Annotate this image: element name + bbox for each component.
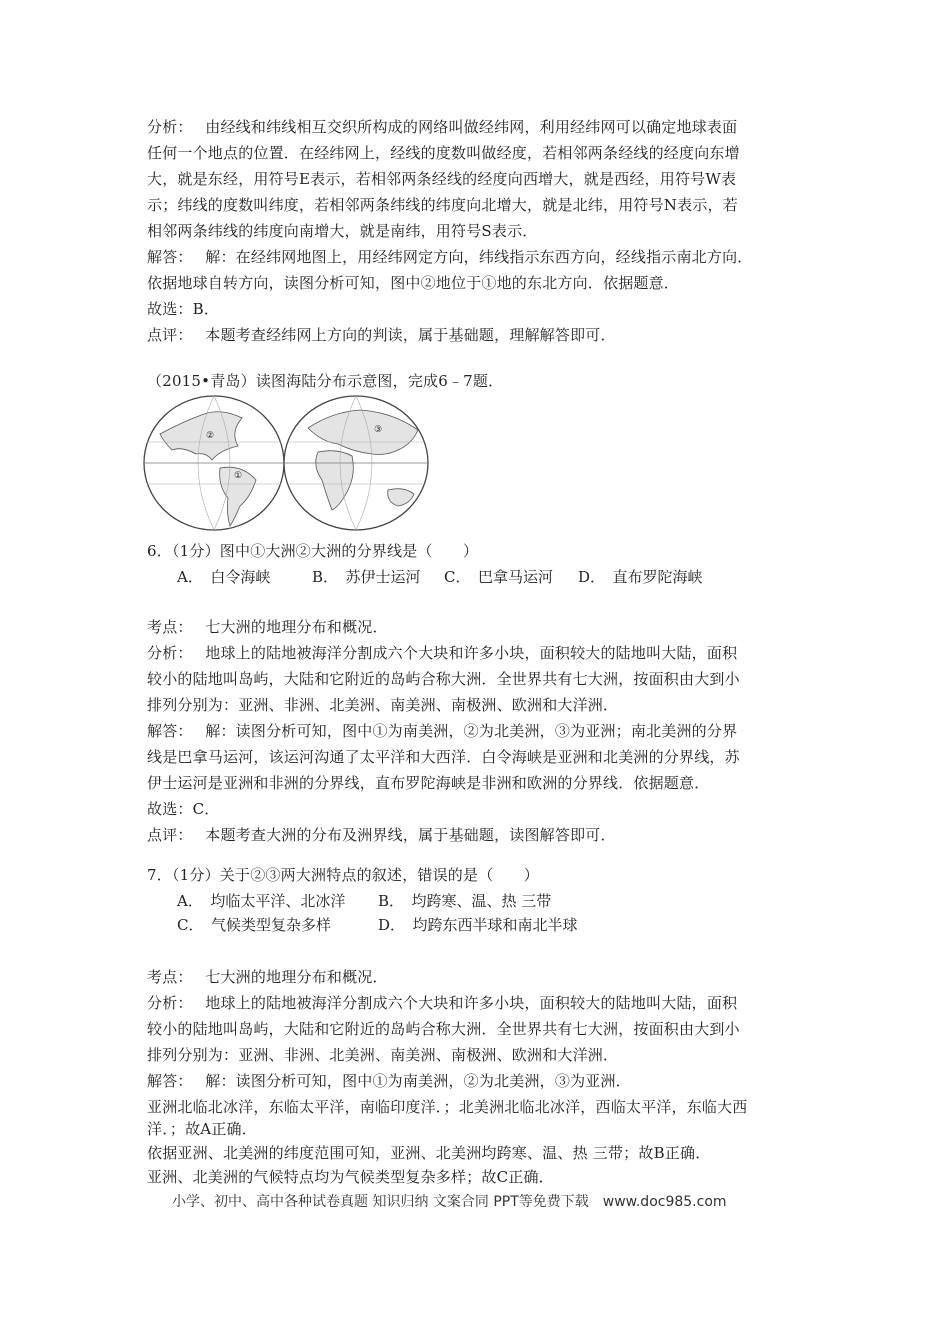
q7-option-b: B． 均跨寒、温、热 三带 xyxy=(378,892,552,910)
intro-line: （2015•青岛）读图海陆分布示意图，完成6﹣7题． xyxy=(147,372,504,390)
q6-analysis-2: 较小的陆地叫岛屿，大陆和它附近的岛屿合称大洲．全世界共有七大洲，按面积由大到小 xyxy=(147,670,740,688)
analysis-line-3: 大，就是东经，用符号E表示，若相邻两条经线的经度向西增大，就是西经，用符号W表 xyxy=(147,170,737,188)
answer-line-1: 解答： 解：在经纬网地图上，用经纬网定方向，纬线指示东西方向，经线指示南北方向． xyxy=(147,248,753,266)
q7-answer-1: 解答： 解：读图分析可知，图中①为南美洲，②为北美洲，③为亚洲． xyxy=(147,1072,631,1090)
q6-answer-1: 解答： 解：读图分析可知，图中①为南美洲，②为北美洲，③为亚洲；南北美洲的分界 xyxy=(147,722,738,740)
choice-line: 故选：B． xyxy=(147,300,220,318)
q7-option-d: D． 均跨东西半球和南北半球 xyxy=(378,916,578,934)
eastern-hemisphere xyxy=(284,396,428,530)
analysis-line-4: 示；纬线的度数叫纬度，若相邻两条纬线的纬度向北增大，就是北纬，用符号N表示，若 xyxy=(147,196,738,214)
q6-answer-3: 伊士运河是亚洲和非洲的分界线，直布罗陀海峡是非洲和欧洲的分界线．依据题意． xyxy=(147,774,710,792)
analysis-line-2: 任何一个地点的位置．在经纬网上，经线的度数叫做经度，若相邻两条经线的经度向东增 xyxy=(147,144,740,162)
analysis-line-5: 相邻两条纬线的纬度向南增大，就是南纬，用符号S表示． xyxy=(147,222,538,240)
q6-topic: 考点： 七大洲的地理分布和概况． xyxy=(147,618,388,636)
q7-answer-2: 亚洲北临北冰洋，东临太平洋，南临印度洋．；北美洲北临北冰洋，西临太平洋，东临大西 xyxy=(147,1098,748,1116)
q7-analysis-2: 较小的陆地叫岛屿，大陆和它附近的岛屿合称大洲．全世界共有七大洲，按面积由大到小 xyxy=(147,1020,740,1038)
comment-line: 点评： 本题考查经纬网上方向的判读，属于基础题，理解解答即可． xyxy=(147,326,616,344)
world-map-figure xyxy=(142,394,432,532)
q6-answer-2: 线是巴拿马运河，该运河沟通了太平洋和大西洋．白令海峡是亚洲和北美洲的分界线，苏 xyxy=(147,748,740,766)
answer-line-2: 依据地球自转方向，读图分析可知，图中②地位于①地的东北方向．依据题意． xyxy=(147,274,680,292)
q6-choice: 故选：C． xyxy=(147,800,220,818)
q7-stem: 7．（1分）关于②③两大洲特点的叙述，错误的是（ ） xyxy=(147,866,539,884)
q7-answer-4: 依据亚洲、北美洲的纬度范围可知，亚洲、北美洲均跨寒、温、热 三带；故B正确． xyxy=(147,1144,711,1162)
q6-option-c: C． 巴拿马运河 xyxy=(444,568,553,586)
label-2: ② xyxy=(206,431,215,441)
q7-analysis-3: 排列分别为：亚洲、非洲、北美洲、南美洲、南极洲、欧洲和大洋洲． xyxy=(147,1046,619,1064)
q7-answer-3: 洋．；故A正确． xyxy=(147,1120,257,1138)
q6-analysis-1: 分析： 地球上的陆地被海洋分割成六个大块和许多小块，面积较大的陆地叫大陆，面积 xyxy=(147,644,738,662)
analysis-line-1: 分析： 由经线和纬线相互交织所构成的网络叫做经纬网，利用经纬网可以确定地球表面 xyxy=(147,118,738,136)
q6-analysis-3: 排列分别为：亚洲、非洲、北美洲、南美洲、南极洲、欧洲和大洋洲． xyxy=(147,696,619,714)
label-3: ③ xyxy=(374,425,383,435)
q7-option-a: A． 均临太平洋、北冰洋 xyxy=(177,892,346,910)
q7-answer-5: 亚洲、北美洲的气候特点均为气候类型复杂多样；故C正确． xyxy=(147,1168,554,1186)
western-hemisphere xyxy=(144,396,284,530)
q6-option-a: A． 白令海峡 xyxy=(177,568,271,586)
q6-option-b: B． 苏伊士运河 xyxy=(312,568,421,586)
q6-option-d: D． 直布罗陀海峡 xyxy=(578,568,703,586)
footer-banner: 小学、初中、高中各种试卷真题 知识归纳 文案合同 PPT等免费下载 www.doc985.com xyxy=(172,1194,727,1210)
label-1: ① xyxy=(234,471,243,481)
q7-analysis-1: 分析： 地球上的陆地被海洋分割成六个大块和许多小块，面积较大的陆地叫大陆，面积 xyxy=(147,994,738,1012)
q7-topic: 考点： 七大洲的地理分布和概况． xyxy=(147,968,388,986)
q6-stem: 6．（1分）图中①大洲②大洲的分界线是（ ） xyxy=(147,542,479,560)
q7-option-c: C． 气候类型复杂多样 xyxy=(177,916,331,934)
q6-comment: 点评： 本题考查大洲的分布及洲界线，属于基础题，读图解答即可． xyxy=(147,826,616,844)
